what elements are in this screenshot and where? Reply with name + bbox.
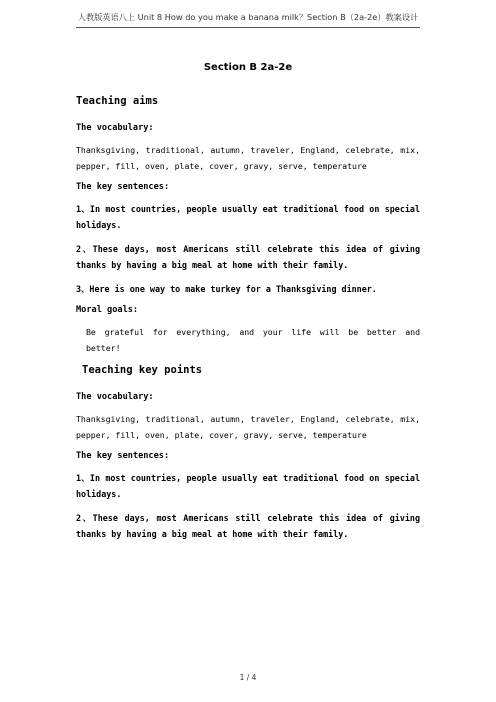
label-vocabulary: The vocabulary: bbox=[76, 123, 154, 133]
running-header: 人教版英语八上 Unit 8 How do you make a banana milk？Section B（2a-2e）教案设计 bbox=[77, 12, 419, 22]
moral-goal-text: Be grateful for everything, and your life will be better and better! bbox=[86, 327, 420, 353]
key-sentence: 2、These days, most Americans still celebrate this idea of giving thanks by having a big meal at home with their family. bbox=[76, 513, 420, 539]
vocabulary-list: Thanksgiving, traditional, autumn, traveler, England, celebrate, mix, pepper, fill, oven, plate, cover, gravy, serve, temperature bbox=[76, 145, 420, 171]
heading-teaching-aims: Teaching aims bbox=[76, 95, 159, 107]
document-body bbox=[76, 62, 420, 550]
label-key-sentences: The key sentences: bbox=[76, 451, 170, 461]
page-number: 1 / 4 bbox=[239, 673, 257, 682]
header-divider bbox=[76, 27, 420, 28]
label-key-sentences: The key sentences: bbox=[76, 182, 170, 192]
key-sentence: 1、In most countries, people usually eat traditional food on special holidays. bbox=[76, 204, 420, 230]
label-moral-goals: Moral goals: bbox=[76, 305, 139, 315]
label-vocabulary: The vocabulary: bbox=[76, 392, 154, 402]
key-sentence: 1、In most countries, people usually eat traditional food on special holidays. bbox=[76, 473, 420, 499]
heading-teaching-key-points: Teaching key points bbox=[82, 364, 203, 376]
key-sentence: 3、Here is one way to make turkey for a Thanksgiving dinner. bbox=[76, 284, 377, 294]
key-sentence: 2、These days, most Americans still celebrate this idea of giving thanks by having a big meal at home with their family. bbox=[76, 244, 420, 270]
document-title: Section B 2a-2e bbox=[203, 62, 293, 73]
vocabulary-list: Thanksgiving, traditional, autumn, traveler, England, celebrate, mix, pepper, fill, oven, plate, cover, gravy, serve, temperature bbox=[76, 414, 420, 440]
